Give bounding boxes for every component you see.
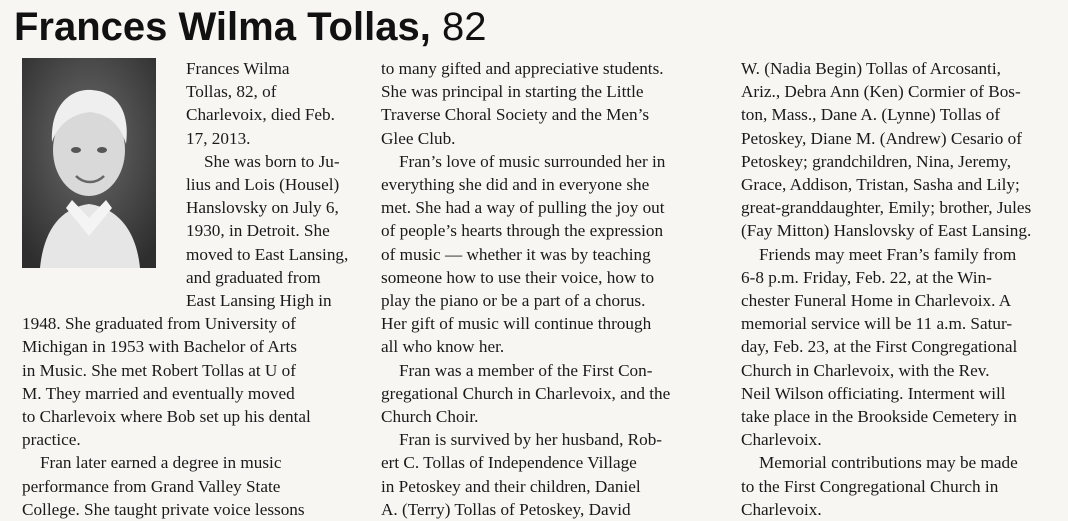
text-line: ert C. Tollas of Independence Village <box>381 453 637 473</box>
text-line: Her gift of music will continue through <box>381 314 652 334</box>
column-3 <box>741 57 1068 521</box>
text-line: Charlevoix. <box>741 499 822 519</box>
text-line: Tollas, 82, of <box>186 82 277 102</box>
headline-name: Frances Wilma Tollas, <box>14 5 431 49</box>
text-line: great-granddaughter, Emily; brother, Jules <box>741 198 1032 218</box>
column-2 <box>381 57 713 521</box>
text-line: 1948. She graduated from University of <box>22 314 296 334</box>
text-line: Neil Wilson officiating. Interment will <box>741 383 1006 403</box>
text-line: Fran’s love of music surrounded her in <box>399 151 666 171</box>
text-line: Friends may meet Fran’s family from <box>759 244 1017 264</box>
text-line: in Music. She met Robert Tollas at U of <box>22 360 296 380</box>
headline-age: 82 <box>441 5 487 49</box>
text-line: Church in Charlevoix, with the Rev. <box>741 360 990 380</box>
text-line: A. (Terry) Tollas of Petoskey, David <box>381 499 631 519</box>
text-line: She was principal in starting the Little <box>381 82 644 102</box>
text-line: and graduated from <box>186 267 321 287</box>
text-line: practice. <box>22 430 81 450</box>
text-line: met. She had a way of pulling the joy out <box>381 198 665 218</box>
text-line: 17, 2013. <box>186 128 251 148</box>
text-line: Charlevoix, died Feb. <box>186 105 335 125</box>
text-line: day, Feb. 23, at the First Congregational <box>741 337 1018 357</box>
text-line: everything she did and in everyone she <box>381 175 650 195</box>
column-1 <box>22 57 366 521</box>
text-line: East Lansing High in <box>186 291 332 311</box>
text-line: M. They married and eventually moved <box>22 383 295 403</box>
text-line: take place in the Brookside Cemetery in <box>741 407 1017 427</box>
text-line: W. (Nadia Begin) Tollas of Arcosanti, <box>741 59 1001 78</box>
text-line: (Fay Mitton) Hanslovsky of East Lansing. <box>741 221 1032 241</box>
text-line: Fran is survived by her husband, Rob- <box>399 430 663 450</box>
obituary-headline <box>14 2 486 52</box>
text-line: Fran later earned a degree in music <box>40 453 282 473</box>
text-line: Glee Club. <box>381 128 456 148</box>
text-line: Ariz., Debra Ann (Ken) Cormier of Bos- <box>741 82 1021 102</box>
text-line: play the piano or be a part of a chorus. <box>381 291 646 311</box>
text-line: Michigan in 1953 with Bachelor of Arts <box>22 337 297 357</box>
text-line: moved to East Lansing, <box>186 244 349 264</box>
text-line: She was born to Ju- <box>204 151 340 171</box>
text-line: to Charlevoix where Bob set up his dental <box>22 407 311 427</box>
text-line: to many gifted and appreciative students. <box>381 59 664 78</box>
text-line: Charlevoix. <box>741 430 822 450</box>
text-line: of music — whether it was by teaching <box>381 244 651 264</box>
text-line: Church Choir. <box>381 407 479 427</box>
text-line: ton, Mass., Dane A. (Lynne) Tollas of <box>741 105 1001 125</box>
text-line: 1930, in Detroit. She <box>186 221 330 241</box>
text-line: Grace, Addison, Tristan, Sasha and Lily; <box>741 175 1020 195</box>
text-line: 6-8 p.m. Friday, Feb. 22, at the Win- <box>741 267 992 287</box>
text-line: Fran was a member of the First Con- <box>399 360 653 380</box>
text-line: of people’s hearts through the expression <box>381 221 664 241</box>
text-line: someone how to use their voice, how to <box>381 267 655 287</box>
text-line: College. She taught private voice lessons <box>22 499 305 519</box>
text-line: lius and Lois (Housel) <box>186 175 340 195</box>
text-line: to the First Congregational Church in <box>741 476 999 496</box>
text-line: Petoskey, Diane M. (Andrew) Cesario of <box>741 128 1022 148</box>
text-line: Frances Wilma <box>186 59 290 78</box>
text-line: Traverse Choral Society and the Men’s <box>381 105 650 125</box>
text-line: in Petoskey and their children, Daniel <box>381 476 641 496</box>
text-line: Petoskey; grandchildren, Nina, Jeremy, <box>741 151 1011 171</box>
text-line: performance from Grand Valley State <box>22 476 281 496</box>
text-line: Hanslovsky on July 6, <box>186 198 339 218</box>
text-line: Memorial contributions may be made <box>759 453 1018 473</box>
text-line: memorial service will be 11 a.m. Satur- <box>741 314 1013 334</box>
text-line: all who know her. <box>381 337 505 357</box>
text-line: chester Funeral Home in Charlevoix. A <box>741 291 1012 311</box>
text-line: gregational Church in Charlevoix, and the <box>381 383 671 403</box>
